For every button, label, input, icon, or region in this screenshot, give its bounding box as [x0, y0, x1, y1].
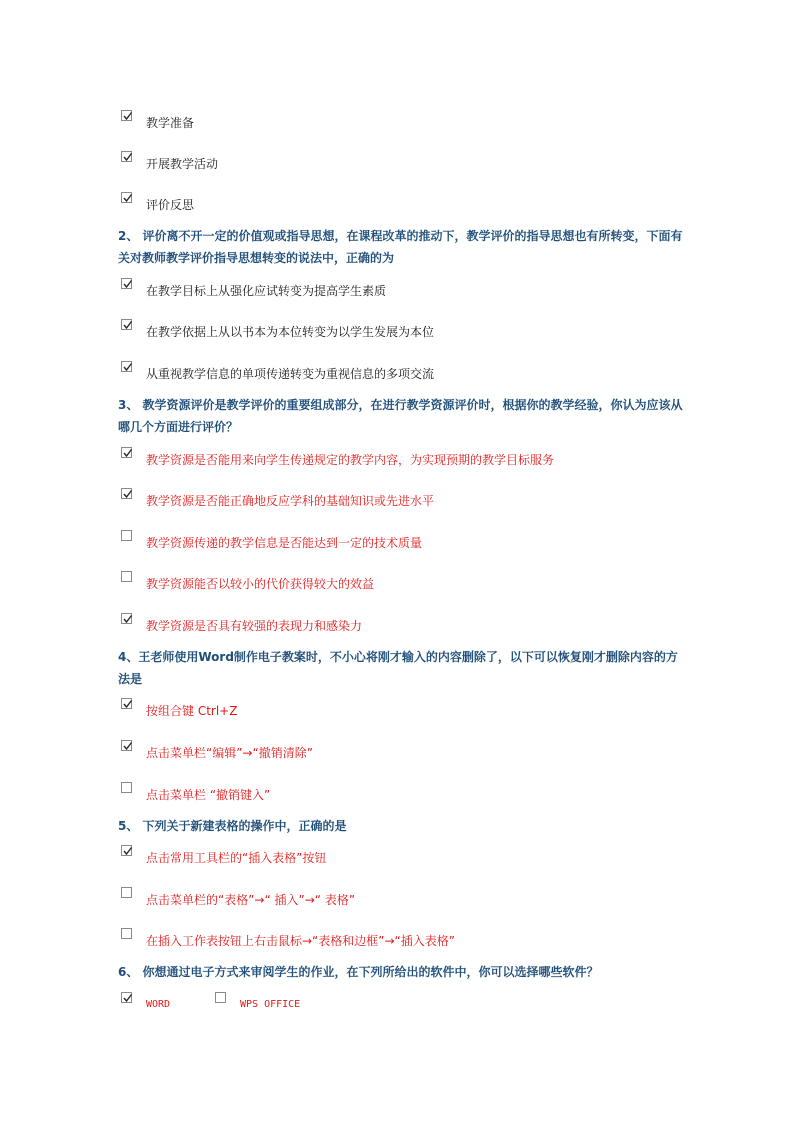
question-5: 5、 下列关于新建表格的操作中，正确的是 — [118, 819, 347, 833]
checkbox[interactable] — [121, 613, 132, 624]
checkbox[interactable] — [121, 782, 132, 793]
checkmark-icon — [122, 152, 133, 163]
option-label: 教学资源传递的教学信息是否能达到一定的技术质量 — [146, 536, 423, 550]
checkbox[interactable] — [121, 845, 132, 856]
checkmark-icon — [122, 846, 133, 857]
checkbox[interactable] — [121, 887, 132, 898]
option-label: 评价反思 — [146, 198, 195, 212]
checkbox[interactable] — [121, 110, 132, 121]
checkbox[interactable] — [121, 488, 132, 499]
option-label: 在教学依据上从以书本为本位转变为以学生发展为本位 — [146, 325, 435, 339]
checkbox[interactable] — [121, 530, 132, 541]
checkmark-icon — [122, 993, 133, 1004]
question-4: 4、王老师使用Word制作电子教案时，不小心将刚才输入的内容删除了，以下可以恢复刚才删除内容的方法是 — [118, 650, 678, 686]
option-label: 教学资源是否能用来向学生传递规定的教学内容，为实现预期的教学目标服务 — [146, 453, 555, 467]
checkmark-icon — [122, 699, 133, 710]
checkbox[interactable] — [121, 192, 132, 203]
checkbox[interactable] — [121, 698, 132, 709]
option-label: 教学资源能否以较小的代价获得较大的效益 — [146, 577, 375, 591]
option-label: 教学资源是否能正确地反应学科的基础知识或先进水平 — [146, 494, 435, 508]
option-label: WPS OFFICE — [240, 999, 301, 1010]
option-label: 教学准备 — [146, 116, 195, 130]
checkmark-icon — [122, 448, 133, 459]
option-label: 教学资源是否具有较强的表现力和感染力 — [146, 619, 363, 633]
checkmark-icon — [122, 320, 133, 331]
checkmark-icon — [122, 614, 133, 625]
checkmark-icon — [122, 111, 133, 122]
checkmark-icon — [122, 279, 133, 290]
option-label: 开展教学活动 — [146, 157, 219, 171]
checkmark-icon — [122, 362, 133, 373]
checkbox[interactable] — [121, 361, 132, 372]
option-label: 从重视教学信息的单项传递转变为重视信息的多项交流 — [146, 367, 435, 381]
question-3: 3、 教学资源评价是教学评价的重要组成部分，在进行教学资源评价时，根据你的教学经验，你认为应该从哪几个方面进行评价？ — [118, 398, 683, 434]
option-label: 在插入工作表按钮上右击鼠标→“表格和边框”→“插入表格” — [146, 934, 455, 948]
checkbox[interactable] — [121, 571, 132, 582]
option-label: 点击菜单栏 “撤销键入” — [146, 788, 271, 802]
checkbox[interactable] — [121, 928, 132, 939]
option-label: 在教学目标上从强化应试转变为提高学生素质 — [146, 284, 387, 298]
checkbox[interactable] — [121, 992, 132, 1003]
question-2: 2、 评价离不开一定的价值观或指导思想，在课程改革的推动下，教学评价的指导思想也有所转变，下面有关对教师教学评价指导思想转变的说法中，正确的为 — [118, 229, 683, 265]
checkbox[interactable] — [215, 992, 226, 1003]
question-6: 6、 你想通过电子方式来审阅学生的作业，在下列所给出的软件中，你可以选择哪些软件？ — [118, 965, 599, 979]
checkbox[interactable] — [121, 151, 132, 162]
checkmark-icon — [122, 741, 133, 752]
option-label: 点击菜单栏的“表格”→“ 插入”→“ 表格” — [146, 893, 356, 907]
checkbox[interactable] — [121, 740, 132, 751]
checkmark-icon — [122, 489, 133, 500]
checkmark-icon — [122, 193, 133, 204]
option-label: 点击菜单栏“编辑”→“撤销清除” — [146, 746, 313, 760]
checkbox[interactable] — [121, 278, 132, 289]
option-label: 点击常用工具栏的“插入表格”按钮 — [146, 851, 327, 865]
option-label: 按组合键 Ctrl+Z — [146, 704, 238, 718]
option-label: WORD — [146, 999, 171, 1010]
checkbox[interactable] — [121, 319, 132, 330]
checkbox[interactable] — [121, 447, 132, 458]
